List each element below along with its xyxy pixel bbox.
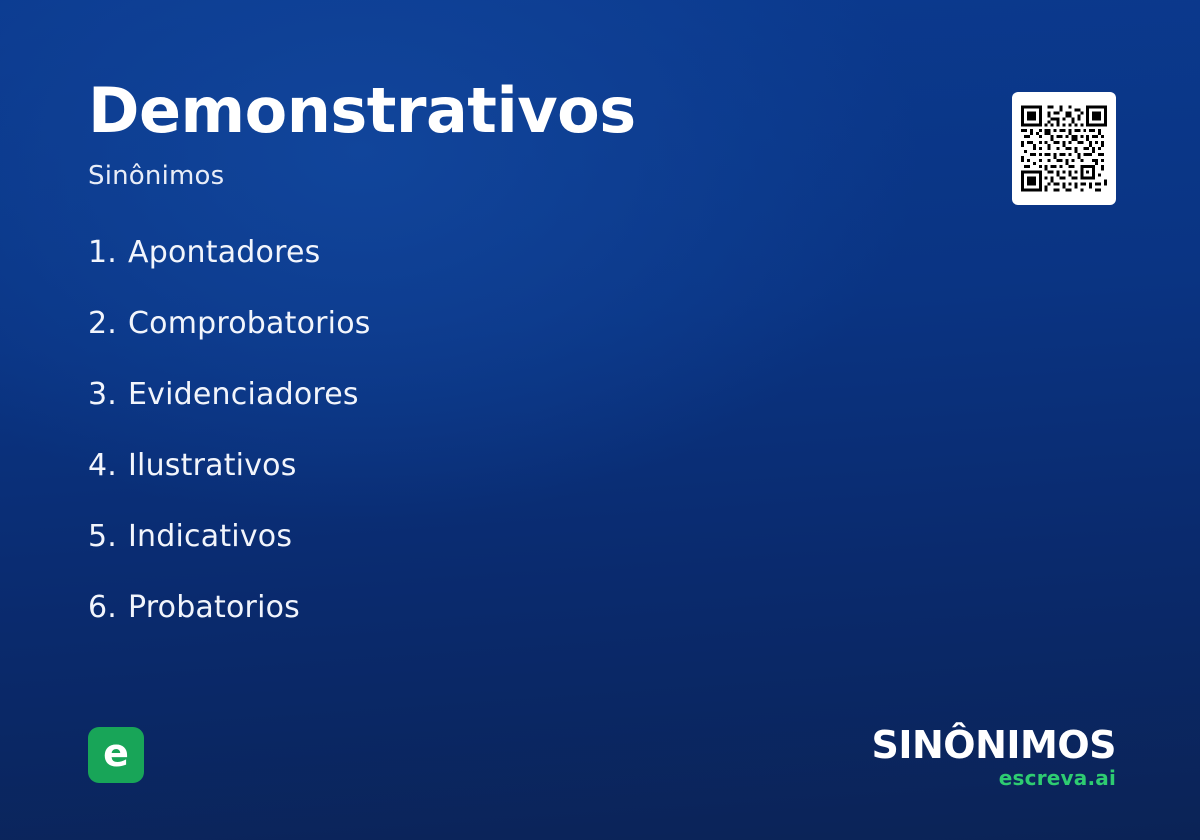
list-item [88,306,1112,341]
list-item-word: Evidenciadores [128,377,359,413]
list-item-number: 2. [88,306,118,342]
list-item-number: 4. [88,448,118,484]
escreva-ai-logo-icon[interactable] [88,727,144,783]
card-content [88,74,1112,661]
list-item-number: 3. [88,377,118,413]
page-subtitle: Sinônimos [88,161,225,192]
list-item-word: Comprobatorios [128,306,371,342]
brand-name: SINÔNIMOS [871,723,1116,767]
list-item [88,590,1112,625]
list-item-word: Indicativos [128,519,293,555]
list-item [88,235,1112,270]
list-item-number: 1. [88,235,118,271]
qr-code-svg [1021,101,1107,196]
list-item [88,519,1112,554]
list-item-word: Ilustrativos [128,448,297,484]
list-item-word: Apontadores [128,235,321,271]
page-title: Demonstrativos [88,74,636,147]
qr-code-icon[interactable] [1012,92,1116,205]
list-item [88,377,1112,412]
list-item-number: 5. [88,519,118,555]
brand-lockup [871,723,1116,790]
synonyms-list [88,235,1112,625]
logo-letter: e [103,731,129,775]
list-item-word: Probatorios [128,590,300,626]
list-item-number: 6. [88,590,118,626]
brand-domain: escreva.ai [998,766,1116,790]
list-item [88,448,1112,483]
